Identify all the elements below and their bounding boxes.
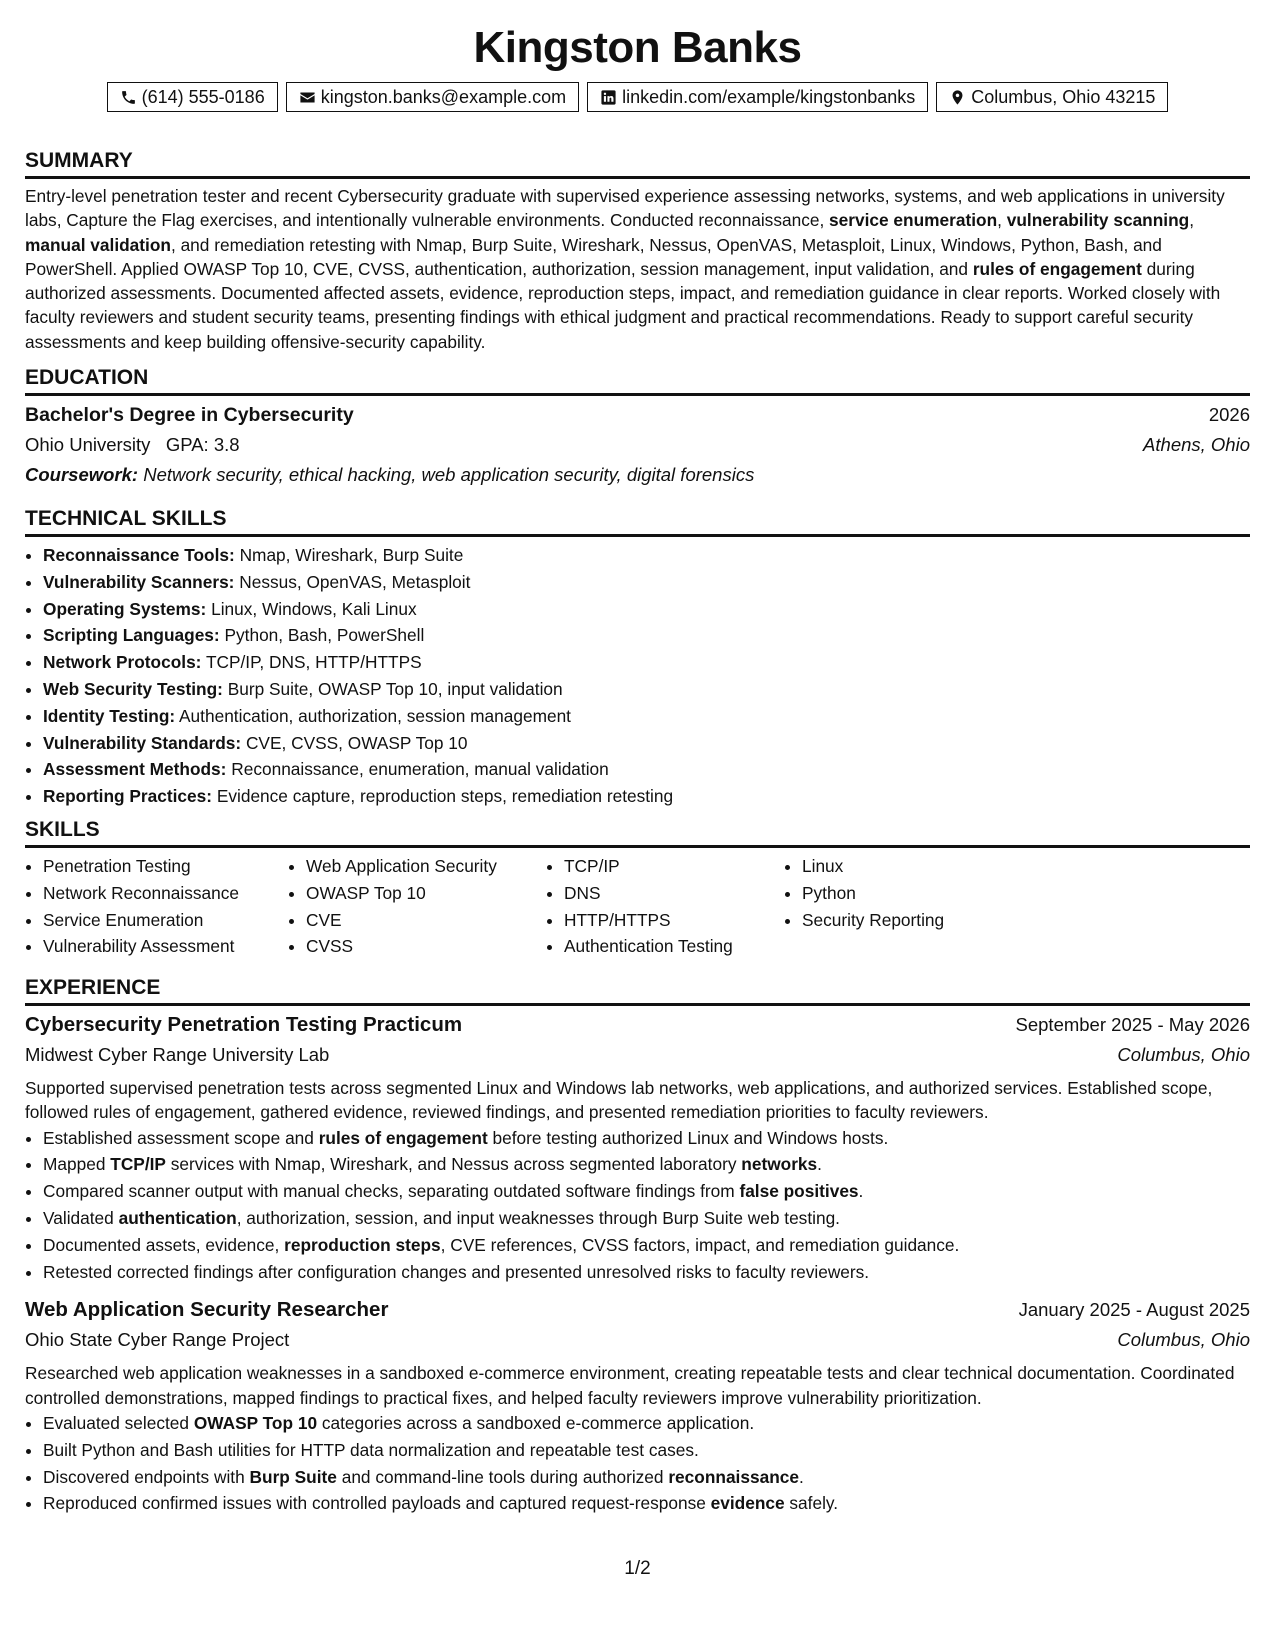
- page-number: 1/2: [624, 1558, 651, 1579]
- coursework-text: Network security, ethical hacking, web application security, digital forensics: [143, 464, 755, 485]
- gpa: GPA: 3.8: [165, 434, 240, 455]
- technical-skill-item: [43, 756, 1250, 783]
- job-bullet: [43, 1125, 1250, 1152]
- section-title-education: EDUCATION: [25, 365, 1250, 396]
- job-summary: Researched web application weaknesses in a sandboxed e-commerce environment, creating repeatable tests and clear technical documentation. Coordinated controlled demonstrations, mapped findings to practical fixes, and helped faculty reviewers improve vulnerability prioritization.: [25, 1363, 1235, 1408]
- technical-skill-item: [43, 542, 1250, 569]
- job-organization: Ohio State Cyber Range Project: [25, 1329, 290, 1351]
- skill-values: CVE, CVSS, OWASP Top 10: [245, 732, 468, 753]
- job-title: Cybersecurity Penetration Testing Practicum: [25, 1013, 463, 1036]
- technical-skill-item: [43, 622, 1250, 649]
- summary-section: [25, 148, 1250, 354]
- technical-skills-section: [25, 506, 1250, 810]
- phone-icon: [120, 89, 137, 106]
- bold-keyword: networks: [741, 1154, 818, 1175]
- text-run: Retested corrected findings after configuration changes and presented unresolved risks to faculty reviewers.: [43, 1261, 870, 1282]
- text-run: , authorization, session, and input weaknesses through Burp Suite web testing.: [236, 1207, 840, 1228]
- job-dates: January 2025 - August 2025: [1018, 1299, 1250, 1321]
- skill-item: • Service Enumeration: [43, 907, 288, 934]
- skills-section: [25, 817, 1250, 960]
- resume-page: [25, 0, 1250, 1514]
- text-run: Validated: [43, 1207, 119, 1228]
- technical-skill-item: [43, 596, 1250, 623]
- job-bullet: [43, 1464, 1250, 1491]
- contact-bar: [25, 82, 1250, 112]
- skills-column: [546, 853, 784, 960]
- contact-linkedin[interactable]: [587, 82, 928, 112]
- job-entry: [25, 1010, 1250, 1285]
- bold-keyword: Burp Suite: [249, 1466, 337, 1487]
- skill-item: • Authentication Testing: [564, 933, 784, 960]
- text-run: Documented assets, evidence,: [43, 1234, 285, 1255]
- skill-values: Evidence capture, reproduction steps, remediation retesting: [216, 786, 674, 807]
- bold-keyword: authentication: [118, 1207, 237, 1228]
- bold-keyword: rules of engagement: [318, 1127, 488, 1148]
- job-bullet: [43, 1490, 1250, 1517]
- degree-name: Bachelor's Degree in Cybersecurity: [25, 404, 354, 426]
- technical-skill-item: [43, 569, 1250, 596]
- skill-values: Linux, Windows, Kali Linux: [211, 598, 417, 619]
- coursework-line: [25, 460, 1250, 490]
- text-run: Reproduced confirmed issues with controlled payloads and captured request-response: [43, 1493, 711, 1514]
- email-text: kingston.banks@example.com: [320, 87, 567, 107]
- job-bullet: [43, 1259, 1250, 1286]
- skill-item: • Python: [802, 880, 1022, 907]
- skill-item: • Vulnerability Assessment: [43, 933, 288, 960]
- section-title-experience: EXPERIENCE: [25, 975, 1250, 1006]
- technical-skill-item: [43, 649, 1250, 676]
- text-run: Entry-level penetration tester and recent Cybersecurity graduate with supervised experience assessing networks, systems, and web applications in university labs, Capture the Flag exercises, and intentionally vulnerable environments. Conducted reconnaissance,: [25, 186, 1225, 231]
- job-dates: September 2025 - May 2026: [1015, 1014, 1250, 1035]
- job-location: Columbus, Ohio: [1117, 1044, 1250, 1065]
- school-location: Athens, Ohio: [1143, 434, 1250, 455]
- text-run: Mapped: [43, 1154, 111, 1175]
- summary-text: [25, 184, 1250, 354]
- skills-column: [784, 853, 1022, 960]
- bold-keyword: TCP/IP: [110, 1154, 166, 1175]
- text-run: .: [798, 1466, 804, 1487]
- bold-keyword: reproduction steps: [284, 1234, 441, 1255]
- graduation-year: 2026: [1208, 404, 1250, 425]
- skill-category: Web Security Testing:: [43, 678, 223, 699]
- skill-item: • Web Application Security: [306, 853, 546, 880]
- skill-category: Reporting Practices:: [43, 786, 213, 807]
- job-entry: [25, 1295, 1250, 1517]
- text-run: Compared scanner output with manual checks, separating outdated software findings from: [43, 1181, 740, 1202]
- skill-values: Burp Suite, OWASP Top 10, input validation: [227, 678, 563, 699]
- job-bullet: [43, 1178, 1250, 1205]
- text-run: Discovered endpoints with: [43, 1466, 250, 1487]
- section-title-summary: SUMMARY: [25, 148, 1250, 179]
- job-bullets: [25, 1125, 1250, 1286]
- job-location: Columbus, Ohio: [1117, 1329, 1250, 1351]
- bold-keyword: evidence: [710, 1493, 785, 1514]
- skills-column: [25, 853, 288, 960]
- text-run: , CVE references, CVSS factors, impact, and remediation guidance.: [440, 1234, 960, 1255]
- text-run: services with Nmap, Wireshark, and Nessus across segmented laboratory: [165, 1154, 742, 1175]
- skill-values: Authentication, authorization, session management: [179, 705, 571, 726]
- job-organization: Midwest Cyber Range University Lab: [25, 1044, 330, 1065]
- bold-keyword: manual validation: [25, 234, 171, 255]
- text-run: ,: [997, 210, 1007, 231]
- job-list: [25, 1010, 1250, 1517]
- skill-category: Scripting Languages:: [43, 625, 220, 646]
- location-text: Columbus, Ohio 43215: [971, 87, 1156, 107]
- bold-keyword: rules of engagement: [972, 258, 1142, 279]
- text-run: categories across a sandboxed e-commerce application.: [317, 1412, 755, 1433]
- text-run: Established assessment scope and: [43, 1127, 319, 1148]
- skill-item: • TCP/IP: [564, 853, 784, 880]
- job-bullet: [43, 1205, 1250, 1232]
- bold-keyword: reconnaissance: [668, 1466, 799, 1487]
- skill-category: Operating Systems:: [43, 598, 207, 619]
- bold-keyword: OWASP Top 10: [193, 1412, 318, 1433]
- job-title: Web Application Security Researcher: [25, 1298, 389, 1322]
- text-run: Evaluated selected: [43, 1412, 194, 1433]
- contact-location: [936, 82, 1168, 112]
- linkedin-icon: [600, 89, 617, 106]
- linkedin-text: linkedin.com/example/kingstonbanks: [622, 87, 916, 107]
- job-bullet: [43, 1410, 1250, 1437]
- bold-keyword: vulnerability scanning: [1006, 210, 1190, 231]
- skill-item: • Network Reconnaissance: [43, 880, 288, 907]
- text-run: before testing authorized Linux and Windows hosts.: [487, 1127, 889, 1148]
- school-name: Ohio University: [25, 434, 151, 455]
- skill-item: • Penetration Testing: [43, 853, 288, 880]
- contact-email[interactable]: [286, 82, 579, 112]
- text-run: , and remediation retesting with Nmap, Burp Suite, Wireshark, Nessus, OpenVAS, Metasploit, Linux, Windows, Python, Bash, and PowerShell. Applied OWASP Top 10, CVE, CVSS, authentication, authorization, session management, input validation, and: [25, 234, 1162, 279]
- skill-category: Identity Testing:: [43, 705, 176, 726]
- text-run: .: [858, 1181, 864, 1202]
- skill-item: • Security Reporting: [802, 907, 1022, 934]
- skill-values: TCP/IP, DNS, HTTP/HTTPS: [205, 652, 422, 673]
- text-run: safely.: [784, 1493, 839, 1514]
- coursework-label: Coursework:: [25, 464, 139, 485]
- skill-item: • CVSS: [306, 933, 546, 960]
- skill-category: Vulnerability Scanners:: [43, 571, 235, 592]
- candidate-name: Kingston Banks: [473, 23, 802, 72]
- text-run: and command-line tools during authorized: [336, 1466, 669, 1487]
- education-section: [25, 365, 1250, 490]
- job-bullet: [43, 1151, 1250, 1178]
- technical-skills-list: [25, 542, 1250, 810]
- section-title-technical-skills: TECHNICAL SKILLS: [25, 506, 1250, 537]
- school-line: [25, 430, 240, 460]
- job-bullet: [43, 1437, 1250, 1464]
- job-summary: Supported supervised penetration tests across segmented Linux and Windows lab networks, web applications, and authorized services. Established scope, followed rules of engagement, gathered evidence, reviewed findings, and presented remediation priorities to faculty reviewers.: [25, 1078, 1213, 1123]
- phone-text: (614) 555-0186: [141, 87, 265, 107]
- skill-category: Assessment Methods:: [43, 759, 227, 780]
- experience-section: [25, 975, 1250, 1517]
- skill-item: • OWASP Top 10: [306, 880, 546, 907]
- text-run: Built Python and Bash utilities for HTTP data normalization and repeatable test cases.: [43, 1439, 699, 1460]
- text-run: during authorized assessments. Documented affected assets, evidence, reproduction steps, impact, and remediation guidance in clear reports. Worked closely with faculty reviewers and student security teams, presenting findings with ethical judgment and practical recommendations. Ready to support careful security assessments and keep building offensive-security capability.: [25, 258, 1221, 352]
- job-bullets: [25, 1410, 1250, 1517]
- section-title-skills: SKILLS: [25, 817, 1250, 848]
- email-icon: [299, 89, 316, 106]
- skill-values: Nmap, Wireshark, Burp Suite: [239, 545, 464, 565]
- text-run: ,: [1189, 210, 1195, 231]
- bold-keyword: false positives: [739, 1181, 859, 1202]
- technical-skill-item: [43, 676, 1250, 703]
- contact-phone[interactable]: [107, 82, 278, 112]
- technical-skill-item: [43, 783, 1250, 810]
- job-bullet: [43, 1232, 1250, 1259]
- technical-skill-item: [43, 703, 1250, 730]
- skill-values: Reconnaissance, enumeration, manual validation: [231, 759, 609, 780]
- skills-grid: [25, 853, 1250, 960]
- text-run: .: [817, 1154, 822, 1175]
- technical-skill-item: [43, 730, 1250, 757]
- skill-item: • Linux: [802, 853, 1022, 880]
- skill-category: Vulnerability Standards:: [43, 732, 242, 753]
- skill-values: Nessus, OpenVAS, Metasploit: [239, 571, 471, 592]
- skill-item: • CVE: [306, 907, 546, 934]
- skills-column: [288, 853, 546, 960]
- skill-category: Reconnaissance Tools:: [43, 545, 235, 565]
- skill-item: • HTTP/HTTPS: [564, 907, 784, 934]
- skill-category: Network Protocols:: [43, 652, 202, 673]
- skill-item: • DNS: [564, 880, 784, 907]
- map-pin-icon: [949, 89, 966, 106]
- bold-keyword: service enumeration: [829, 210, 998, 231]
- skill-values: Python, Bash, PowerShell: [224, 625, 425, 646]
